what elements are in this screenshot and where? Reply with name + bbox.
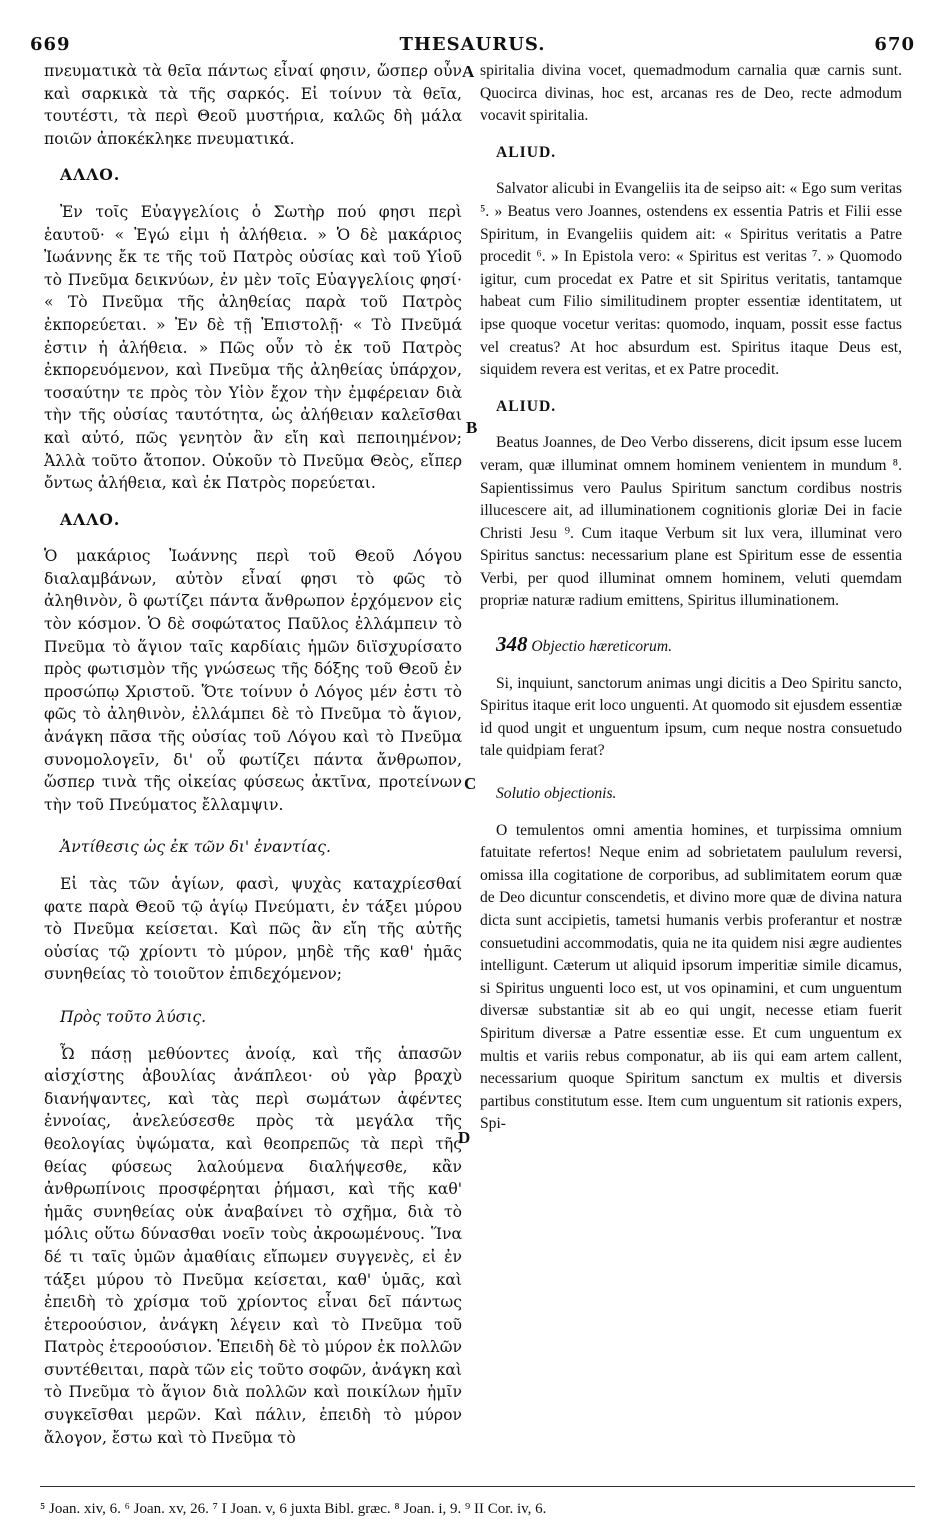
section-number: 348 [496,632,528,657]
latin-para-0: spiritalia divina vocet, quemadmodum carnalia quæ carnis sunt. Quocirca divinas, hoc est, arcanas res de Deo, recte admodum vocavit spiritalia. [480,62,902,125]
latin-column [480,60,902,1136]
margin-letter-a: A [462,62,475,81]
latin-heading-aliud-1: ALIUD. [496,143,557,161]
greek-heading-solution: Πρὸς τοῦτο λύσις. [60,1007,207,1026]
running-title: THESAURUS. [399,34,546,55]
latin-heading-objectio [480,633,902,659]
latin-para-2: Beatus Joannes, de Deo Verbo disserens, dicit ipsum esse lucem veram, quæ illuminat omnem hominem venientem in mundum ⁸. Sapientissimus vero Paulus Spiritum sanctum cordibus nostris illucescere ait, ad illuminationem cognitionis gloriæ Dei in facie Christi Jesu ⁹. Cum itaque Verbum sit lux vera, illuminat vero Spiritus sanctus: necessarium plane est Spiritum esse de essentia Verbi, per quod illuminat omnem hominem, veluti quemdam propriæ naturæ radium emittens, Spiritus illuminationem. [480,434,902,610]
greek-heading-allo-1: ΑΛΛΟ. [60,165,121,185]
page-header [30,34,915,58]
greek-column [44,60,462,1449]
greek-heading-allo-2: ΑΛΛΟ. [60,509,121,529]
greek-heading-antithesis: Ἀντίθεσις ὡς ἐκ τῶν δι' ἐναντίας. [60,838,331,857]
objectio-title: Objectio hæreticorum. [531,638,673,656]
footnotes: ⁵ Joan. xiv, 6. ⁶ Joan. xv, 26. ⁷ I Joan. v, 6 juxta Bibl. græc. ⁸ Joan. i, 9. ⁹ II Cor. iv, 6. [40,1486,915,1518]
margin-letter-d: D [458,1128,471,1147]
latin-para-3: Si, inquiunt, sanctorum animas ungi dicitis a Deo Spiritu sancto, Spiritus itaque erit loco unguenti. At quomodo sit ejusdem essentiæ id quod ungit et unguentum ipsum, cum neque nostra consuetudo tale quidpiam ferat? [480,674,902,760]
greek-para-0: πνευματικὰ τὰ θεῖα πάντως εἶναί φησιν, ὥσπερ οὖν καὶ σαρκικὰ τὰ τῆς σαρκός. Εἰ τοίνυν τὰ θεῖα, τουτέστι, τὰ περὶ Θεοῦ μυστήρια, καλῶς δὴ μάλα ποιῶν ἀποκέκληκε πνευματικά. [44,62,462,148]
greek-para-4: Ὦ πάσῃ μεθύοντες ἀνοίᾳ, καὶ τῆς ἁπασῶν αἰσχίστης ἀβουλίας ἀνάπλεοι· οὐ γὰρ βραχὺ διανήψαντες, καὶ τὰς περὶ σωμάτων ἀφέντες ἐννοίας, ἀνελεύσεσθε πρὸς τὰ μεγάλα τῆς θεολογίας ὑψώματα, καὶ θεοπρεπῶς τὰ περὶ τῆς θείας φύσεως λαλούμενα διαλήψεσθε, κἂν ἀνθρωπίνοις προσφέρηται ῥήμασι, καὶ τῆς καθ' ἡμᾶς συνηθείας οὐκ ἀναβαίνει τὸ σχῆμα, διὰ τὸ μόλις οὕτω δύνασθαι νοεῖν τοὺς ἀκροωμένους. Ἵνα δέ τι ταῖς ὑμῶν ἀμαθίαις εἴπωμεν συγγενὲς, εἰ ἐν τάξει μύρου τὸ Πνεῦμα κείσεται, καθ' ὑμᾶς, καὶ ἐπειδὴ τὸ χρίσμα τοῦ χρίοντος εἶναι δεῖ πάντως ἑτεροούσιον, ἀνάγκη λέγειν καὶ τὸ Πνεῦμα τοῦ Πατρὸς ἑτεροούσιον. Ἐπειδὴ δὲ τὸ μύρον ἐκ πολλῶν συντέθειται, παρὰ τῶν εἰς τοῦτο σοφῶν, ἀνάγκη καὶ τὸ Πνεῦμα τὸ ἅγιον διὰ πολλῶν καὶ ποικίλων ἡμῖν συγκεῖσθαι μερῶν. Καὶ πάλιν, ἐπειδὴ τὸ μύρον ἄλογον, ἔστω καὶ τὸ Πνεῦμα τὸ [44,1044,462,1447]
latin-para-1: Salvator alicubi in Evangeliis ita de seipso ait: « Ego sum veritas ⁵. » Beatus vero Joannes, ostendens ex essentia Patris et Filii esse Spiritum, in Evangeliis quidem ait: « Spiritus veritatis a Patre procedit ⁶. » In Epistola vero: « Spiritus est veritas ⁷. » Quomodo igitur, cum procedat ex Patre et sit Spiritus veritatis, tantamque habeat cum Filio similitudinem propter essentiæ identitatem, ut ipse quoque vocetur veritas: quomodo, inquam, possit esse factus vel creatus? At hoc absurdum est. Spiritus itaque Deus est, siquidem revera est veritas, et ex Patre procedit. [480,180,902,379]
margin-letter-c: C [464,774,477,793]
greek-para-1: Ἐν τοῖς Εὐαγγελίοις ὁ Σωτὴρ πού φησι περὶ ἑαυτοῦ· « Ἐγώ εἰμι ἡ ἀλήθεια. » Ὁ δὲ μακάριος Ἰωάννης ἔκ τε τῆς τοῦ Πατρὸς οὐσίας καὶ τοῦ Υἱοῦ τὸ Πνεῦμα δεικνύων, ἐν μὲν τοῖς Εὐαγγελίοις φησί· « Τὸ Πνεῦμα τῆς ἀληθείας παρὰ τοῦ Πατρὸς ἐκπορεύεται. » Ἐν δὲ τῇ Ἐπιστολῇ· « Τὸ Πνεῦμά ἐστιν ἡ ἀλήθεια. » Πῶς οὖν τὸ ἐκ τοῦ Πατρὸς ἐκπορευόμενον, καὶ Πνεῦμα τῆς ἀληθείας ὑπάρχον, τοσαύτην τε πρὸς τὸν Υἱὸν ἔχον τὴν ἐμφέρειαν διὰ τὴν τῆς οὐσίας ταυτότητα, ὡς ἀλήθειαν καλεῖσθαι καὶ αὐτό, πῶς γενητὸν ἂν εἴη καὶ πεποιημένον; Ἀλλὰ τοῦτο ἄτοπον. Οὐκοῦν τὸ Πνεῦμα Θεὸς, εἴπερ ὄντως ἀλήθεια, καὶ ἐκ Πατρὸς πορεύεται. [44,202,462,493]
greek-para-2: Ὁ μακάριος Ἰωάννης περὶ τοῦ Θεοῦ Λόγου διαλαμβάνων, αὐτὸν εἶναί φησι τὸ φῶς τὸ ἀληθινὸν, ὃ φωτίζει πάντα ἄνθρωπον ἐρχόμενον εἰς τὸν κόσμον. Ὁ δὲ σοφώτατος Παῦλος ἐλλάμπειν τὸ Πνεῦμα τὸ ἅγιον ταῖς καρδίαις ἡμῶν διϊσχυρίσατο πρὸς φωτισμὸν τῆς γνώσεως τῆς δόξης τοῦ Θεοῦ ἐν προσώπῳ Χριστοῦ. Ὅτε τοίνυν ὁ Λόγος μέν ἐστι τὸ φῶς τὸ ἀληθινὸν, ἐλλάμπει δὲ τὸ Πνεῦμα τὸ ἅγιον, ἀνάγκη πᾶσα τῆς οὐσίας τοῦ Λόγου καὶ τὸ Πνεῦμα συνομολογεῖν, δι' οὗ φωτίζει πάντα ἄνθρωπον, ὥσπερ τινὰ τῆς οἰκείας φύσεως ἀκτῖνα, προτείνων τὴν τοῦ Πνεύματος ἔλλαμψιν. [44,547,462,814]
latin-heading-aliud-2: ALIUD. [496,397,557,415]
latin-heading-solutio: Solutio objectionis. [496,785,617,803]
greek-para-3: Εἰ τὰς τῶν ἁγίων, φασὶ, ψυχὰς καταχρίεσθαί φατε παρὰ Θεοῦ τῷ ἁγίῳ Πνεύματι, ἐν τάξει μύρου τὸ Πνεῦμα κείσεται. Καὶ πῶς ἂν εἴη τῆς αὐτῆς οὐσίας τῷ χρίοντι τὸ μύρον, μηδὲ τῆς καθ' ἡμᾶς συνηθείας τὸ τοιοῦτον ἐπιδεχόμενον; [44,875,462,984]
margin-letter-b: B [466,418,478,437]
page-number-right: 670 [874,34,915,55]
latin-para-4: O temulentos omni amentia homines, et turpissima omnium fatuitate refertos! Neque enim ad sobrietatem paululum reversi, omissa illa cogitatione de corporibus, ad sublimitatem eorum quæ de Deo dicuntur conscendetis, et divino more quæ de divina natura dicta sunt accipietis, tametsi humanis verbis proferantur et nostræ consuetudini accommodatis, quia ne ita quidem nisi ægre audientes intelligunt. Cæterum ut aliquid ipsorum imperitiæ simile dicamus, si Spiritus unguenti loco est, ut vos opinamini, et cum unguentum diversæ substantiæ sit ab eo qui ungit, necesse etiam fuerit Spiritum diversæ a Patre essentiæ esse. Et cum unguentum ex multis et variis rebus componatur, ab iis qui eam artem callent, necessarium quoque Spiritum sanctum ex multis et diversis partibus constitutum esse. Item cum unguentum sit rationis expers, Spi- [480,821,902,1133]
page-number-left: 669 [30,34,71,55]
